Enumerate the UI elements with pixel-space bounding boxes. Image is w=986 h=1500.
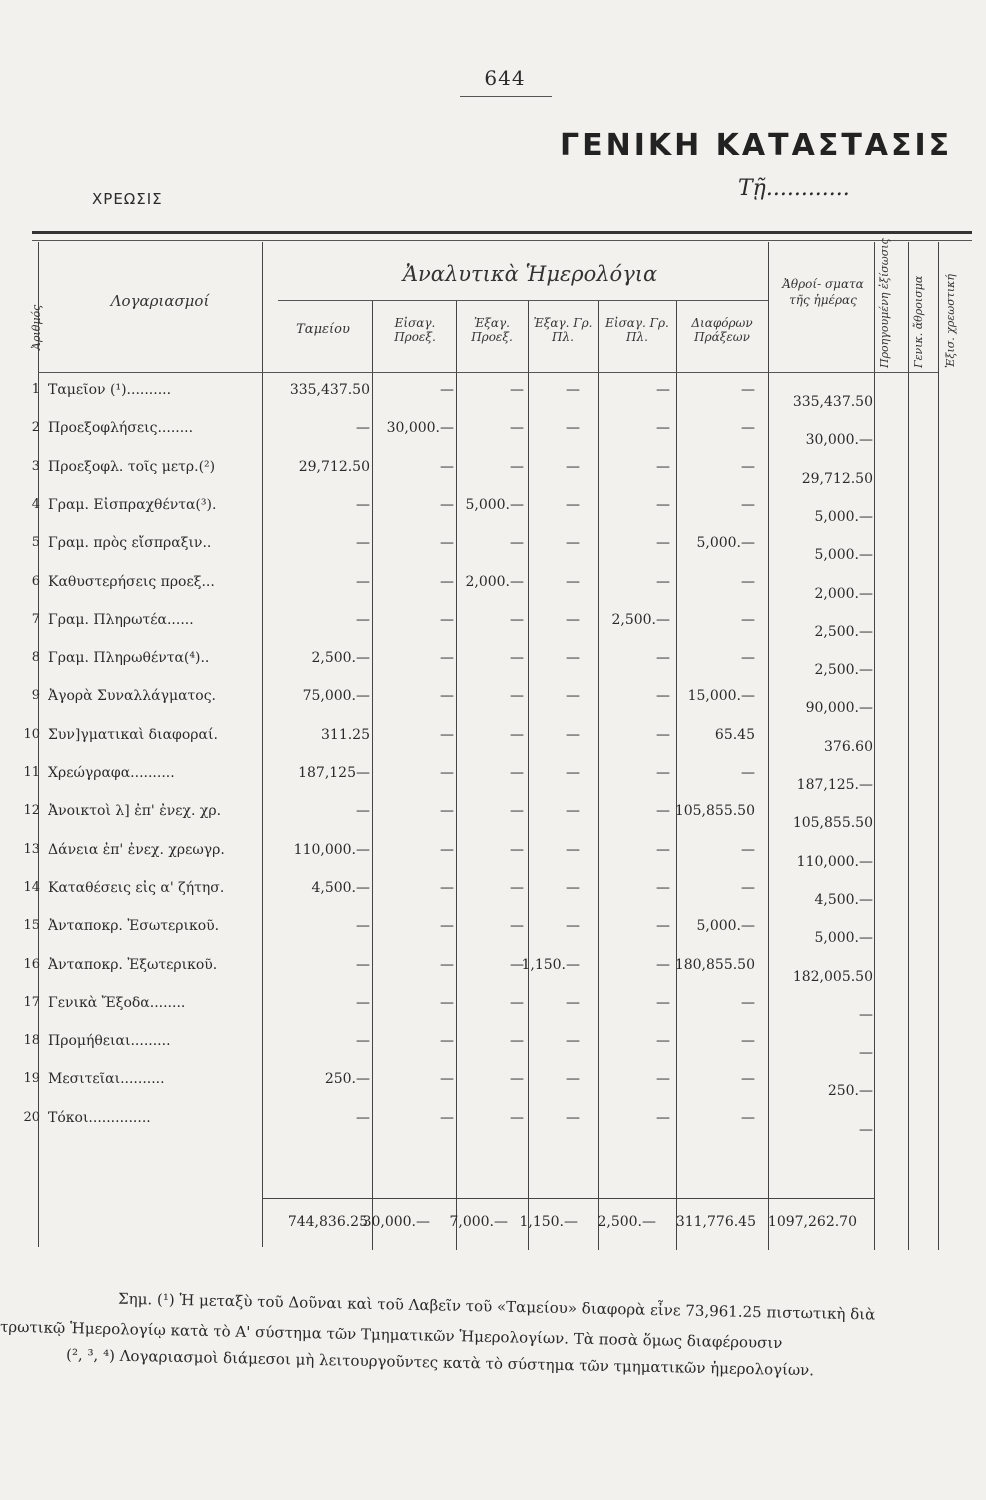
cell-tameiou: —	[356, 994, 370, 1011]
row-number: 18	[23, 1033, 40, 1049]
row-number: 12	[23, 803, 40, 819]
note-line-1: Σημ. (¹) Ἡ μεταξὺ τοῦ Δοῦναι καὶ τοῦ Λαβεῖν τοῦ «Ταμείου» διαφορὰ εἶνε 73,961.25 πιστωτικὴ διὰ	[117, 1289, 876, 1324]
side-label: ΧΡΕΩΣΙΣ	[92, 190, 163, 208]
cell-exag-gr: —	[566, 650, 580, 667]
cell-eisag-gr: —	[656, 956, 670, 973]
cell-diaforon: —	[741, 611, 755, 628]
cell-exag-gr: —	[566, 994, 580, 1011]
page-title: ΓΕΝΙΚΗ ΚΑΤΑΣΤΑΣΙΣ	[560, 128, 953, 163]
cell-athroismata: 2,500.—	[814, 623, 873, 640]
row-account-name: Καταθέσεις εἰς α' ζήτησ.	[48, 879, 225, 896]
cell-eisag-proex: —	[440, 458, 454, 475]
header-tameiou: Ταμείου	[296, 322, 350, 337]
cell-athroismata: 5,000.—	[814, 930, 873, 947]
table-row	[0, 957, 986, 995]
cell-exag-proex: —	[510, 458, 524, 475]
cell-athroismata: 5,000.—	[814, 547, 873, 564]
row-number: 15	[23, 918, 40, 934]
cell-athroismata: 105,855.50	[792, 815, 873, 832]
cell-tameiou: 29,712.50	[298, 458, 370, 475]
cell-athroismata: —	[859, 1121, 873, 1138]
cell-exag-proex: —	[510, 1109, 524, 1126]
row-account-name: Ἀνταποκρ. Ἐσωτερικοῦ.	[48, 918, 220, 935]
cell-tameiou: 250.—	[324, 1071, 370, 1088]
cell-exag-proex: —	[510, 1033, 524, 1050]
table-row	[0, 1071, 986, 1109]
header-exag-proex: Ἐξαγ. Προεξ.	[471, 316, 513, 344]
row-number: 9	[31, 688, 40, 704]
cell-tameiou: —	[356, 956, 370, 973]
row-number: 17	[23, 994, 40, 1010]
cell-exag-proex: —	[510, 803, 524, 820]
cell-exag-gr: 1,150.—	[521, 956, 580, 973]
row-account-name: Προεξοφλήσεις........	[48, 420, 194, 437]
cell-exag-proex: 2,000.—	[465, 573, 524, 590]
cell-athroismata: 182,005.50	[792, 968, 873, 985]
cell-eisag-gr: —	[656, 918, 670, 935]
row-number: 8	[31, 650, 40, 666]
table-row	[0, 803, 986, 841]
row-number: 7	[31, 611, 40, 627]
cell-tameiou: —	[356, 918, 370, 935]
cell-eisag-proex: —	[440, 496, 454, 513]
total-exag-gr: 1,150.—	[519, 1214, 578, 1230]
row-account-name: Ἀνταποκρ. Ἐξωτερικοῦ.	[48, 956, 218, 973]
row-number: 13	[23, 841, 40, 857]
cell-athroismata: 2,000.—	[814, 585, 873, 602]
cell-diaforon: —	[741, 765, 755, 781]
row-number: 2	[31, 420, 40, 436]
cell-eisag-gr: —	[656, 573, 670, 590]
cell-diaforon: 5,000.—	[696, 535, 755, 552]
row-account-name: Ἀγορὰ Συναλλάγματος.	[48, 688, 216, 705]
cell-eisag-gr: —	[656, 496, 670, 513]
cell-eisag-gr: —	[656, 535, 670, 552]
cell-exag-proex: —	[510, 726, 524, 743]
cell-diaforon: 105,855.50	[674, 803, 755, 820]
cell-exag-gr: —	[566, 803, 580, 820]
cell-athroismata: 110,000.—	[796, 853, 873, 870]
cell-tameiou: 187,125—	[298, 765, 370, 781]
cell-exag-proex: —	[510, 956, 524, 973]
header-logariasmoi: Λογαριασμοί	[110, 292, 210, 310]
cell-diaforon: —	[741, 841, 755, 858]
cell-tameiou: 311.25	[321, 726, 370, 743]
cell-diaforon: 5,000.—	[696, 918, 755, 935]
cell-tameiou: 110,000.—	[293, 841, 370, 858]
page-number-rule	[460, 96, 552, 97]
table-row	[0, 497, 986, 535]
table-row	[0, 880, 986, 918]
cell-exag-gr: —	[566, 535, 580, 552]
cell-eisag-proex: —	[440, 535, 454, 552]
cell-eisag-proex: —	[440, 650, 454, 667]
table-row	[0, 1033, 986, 1071]
top-rule	[32, 231, 972, 234]
date-label: Τῇ............	[738, 176, 850, 201]
cell-diaforon: —	[741, 382, 755, 398]
cell-exag-proex: —	[510, 879, 524, 896]
cell-athroismata: 30,000.—	[805, 432, 873, 449]
cell-eisag-gr: —	[656, 382, 670, 398]
cell-exag-proex: —	[510, 765, 524, 781]
cell-eisag-gr: —	[656, 650, 670, 667]
row-account-name: Ταμεῖον (¹)..........	[48, 382, 172, 398]
cell-exag-proex: —	[510, 994, 524, 1011]
cell-athroismata: 2,500.—	[814, 662, 873, 679]
header-analytika: Ἀναλυτικὰ Ἡμερολόγια	[402, 262, 658, 286]
cell-exag-gr: —	[566, 573, 580, 590]
cell-eisag-proex: 30,000.—	[386, 420, 454, 437]
cell-tameiou: —	[356, 1033, 370, 1050]
total-diaforon: 311,776.45	[675, 1214, 756, 1230]
cell-diaforon: —	[741, 879, 755, 896]
table-row	[0, 535, 986, 573]
cell-athroismata: —	[859, 1045, 873, 1062]
table-row	[0, 727, 986, 765]
row-account-name: Καθυστερήσεις προεξ...	[48, 573, 215, 590]
row-account-name: Προμήθειαι.........	[48, 1033, 171, 1050]
cell-eisag-proex: —	[440, 573, 454, 590]
cell-exag-gr: —	[566, 458, 580, 475]
row-account-name: Γραμ. Πληρωτέα......	[48, 611, 194, 628]
cell-eisag-proex: —	[440, 688, 454, 705]
cell-tameiou: —	[356, 1109, 370, 1126]
cell-eisag-gr: —	[656, 765, 670, 781]
table-row	[0, 765, 986, 803]
cell-tameiou: —	[356, 611, 370, 628]
cell-exag-proex: —	[510, 841, 524, 858]
cell-eisag-proex: —	[440, 841, 454, 858]
cell-athroismata: 29,712.50	[801, 470, 873, 487]
cell-eisag-gr: —	[656, 841, 670, 858]
cell-eisag-proex: —	[440, 803, 454, 820]
cell-exag-gr: —	[566, 688, 580, 705]
cell-diaforon: —	[741, 420, 755, 437]
cell-eisag-proex: —	[440, 1109, 454, 1126]
row-number: 6	[31, 573, 40, 589]
row-account-name: Τόκοι..............	[48, 1109, 151, 1126]
cell-eisag-proex: —	[440, 382, 454, 398]
cell-athroismata: 335,437.50	[792, 394, 873, 410]
table-row	[0, 574, 986, 612]
table-row	[0, 995, 986, 1033]
cell-exag-proex: —	[510, 918, 524, 935]
table-row	[0, 612, 986, 650]
note-line-2: τρωτικῷ Ἡμερολογίῳ κατὰ τὸ Α' σύστημα τῶν Τμηματικῶν Ἡμερολογίων. Τὰ ποσὰ ὅμως διαφέρουσιν	[0, 1317, 783, 1353]
cell-athroismata: —	[859, 1006, 873, 1023]
cell-tameiou: —	[356, 535, 370, 552]
row-number: 4	[31, 496, 40, 512]
header-arithmos: Ἀριθμός	[30, 304, 43, 350]
header-diaforon: Διαφόρων Πράξεων	[691, 316, 753, 344]
cell-exag-proex: —	[510, 535, 524, 552]
cell-exag-gr: —	[566, 918, 580, 935]
row-number: 11	[23, 765, 40, 780]
row-number: 19	[23, 1071, 40, 1087]
page-number: 644	[484, 66, 526, 90]
table-row	[0, 459, 986, 497]
cell-exag-gr: —	[566, 879, 580, 896]
cell-eisag-proex: —	[440, 918, 454, 935]
cell-eisag-proex: —	[440, 956, 454, 973]
table-row	[0, 420, 986, 458]
cell-exag-proex: —	[510, 1071, 524, 1088]
total-athroismata: 1097,262.70	[767, 1214, 857, 1230]
row-account-name: Ἀνοικτοὶ λ] ἐπ' ἐνεχ. χρ.	[48, 803, 222, 820]
cell-exag-gr: —	[566, 611, 580, 628]
cell-exag-gr: —	[566, 1033, 580, 1050]
cell-athroismata: 5,000.—	[814, 508, 873, 525]
cell-tameiou: —	[356, 803, 370, 820]
cell-eisag-gr: 2,500.—	[611, 611, 670, 628]
cell-diaforon: —	[741, 1033, 755, 1050]
total-exag-proex: 7,000.—	[449, 1214, 508, 1230]
cell-diaforon: —	[741, 573, 755, 590]
cell-eisag-proex: —	[440, 994, 454, 1011]
cell-eisag-gr: —	[656, 420, 670, 437]
cell-tameiou: 4,500.—	[311, 879, 370, 896]
cell-exag-gr: —	[566, 1071, 580, 1088]
table-row	[0, 650, 986, 688]
cell-exag-proex: 5,000.—	[465, 496, 524, 513]
row-number: 16	[23, 956, 40, 972]
cell-diaforon: 180,855.50	[674, 956, 755, 973]
row-number: 14	[23, 879, 40, 895]
cell-eisag-gr: —	[656, 1071, 670, 1088]
cell-exag-proex: —	[510, 650, 524, 667]
row-account-name: Μεσιτεῖαι..........	[48, 1071, 165, 1088]
cell-tameiou: 2,500.—	[311, 650, 370, 667]
cell-diaforon: —	[741, 1071, 755, 1088]
cell-athroismata: 4,500.—	[814, 891, 873, 908]
cell-diaforon: —	[741, 994, 755, 1011]
table-row	[0, 842, 986, 880]
row-account-name: Δάνεια ἐπ' ἐνεχ. χρεωγρ.	[48, 841, 225, 858]
cell-diaforon: 65.45	[714, 726, 755, 743]
cell-athroismata: 187,125.—	[796, 777, 873, 793]
row-number: 20	[23, 1109, 40, 1125]
row-number: 3	[31, 458, 40, 474]
top-rule-thin	[32, 240, 972, 241]
header-exag-gr: Ἐξαγ. Γρ. Πλ.	[533, 316, 593, 344]
cell-diaforon: —	[741, 458, 755, 475]
cell-diaforon: —	[741, 496, 755, 513]
row-account-name: Γραμ. πρὸς εἴσπραξιν..	[48, 535, 212, 552]
cell-eisag-proex: —	[440, 879, 454, 896]
row-account-name: Γενικὰ Ἔξοδα........	[48, 994, 186, 1011]
cell-tameiou: —	[356, 496, 370, 513]
cell-eisag-gr: —	[656, 1033, 670, 1050]
cell-diaforon: 15,000.—	[687, 688, 755, 705]
header-eisag-proex: Εἰσαγ. Προεξ.	[394, 316, 436, 344]
header-eisag-gr: Εἰσαγ. Γρ. Πλ.	[605, 316, 669, 344]
row-account-name: Προεξοφλ. τοῖς μετρ.(²)	[48, 458, 216, 475]
cell-eisag-gr: —	[656, 879, 670, 896]
cell-exag-gr: —	[566, 1109, 580, 1126]
cell-diaforon: —	[741, 1109, 755, 1126]
cell-diaforon: —	[741, 650, 755, 667]
cell-athroismata: 90,000.—	[805, 700, 873, 717]
cell-exag-gr: —	[566, 496, 580, 513]
total-eisag-proex: 30,000.—	[362, 1214, 430, 1230]
cell-exag-proex: —	[510, 382, 524, 398]
cell-eisag-proex: —	[440, 765, 454, 781]
cell-eisag-gr: —	[656, 688, 670, 705]
cell-exag-gr: —	[566, 420, 580, 437]
cell-exag-gr: —	[566, 841, 580, 858]
cell-eisag-proex: —	[440, 1071, 454, 1088]
cell-tameiou: 75,000.—	[302, 688, 370, 705]
table-row	[0, 688, 986, 726]
table-row	[0, 382, 986, 420]
cell-athroismata: 250.—	[827, 1083, 873, 1100]
cell-eisag-gr: —	[656, 994, 670, 1011]
table-row	[0, 918, 986, 956]
cell-athroismata: 376.60	[824, 738, 873, 755]
cell-exag-gr: —	[566, 765, 580, 781]
row-account-name: Χρεώγραφα..........	[48, 765, 175, 781]
row-account-name: Συν]γματικαὶ διαφοραί.	[48, 726, 218, 743]
cell-exag-gr: —	[566, 382, 580, 398]
cell-tameiou: 335,437.50	[289, 382, 370, 398]
cell-eisag-gr: —	[656, 803, 670, 820]
cell-tameiou: —	[356, 573, 370, 590]
table-row	[0, 1110, 986, 1148]
total-tameiou: 744,836.25	[287, 1214, 368, 1230]
cell-exag-proex: —	[510, 420, 524, 437]
total-eisag-gr: 2,500.—	[597, 1214, 656, 1230]
cell-eisag-gr: —	[656, 458, 670, 475]
cell-eisag-gr: —	[656, 1109, 670, 1126]
cell-exag-proex: —	[510, 688, 524, 705]
row-account-name: Γραμ. Εἰσπραχθέντα(³).	[48, 496, 217, 513]
cell-eisag-proex: —	[440, 726, 454, 743]
header-exis-xreostiki: Ἐξισ. χρεωστική	[944, 274, 957, 368]
cell-tameiou: —	[356, 420, 370, 437]
row-number: 5	[31, 535, 40, 551]
cell-exag-proex: —	[510, 611, 524, 628]
header-prohgoumeni: Προηγουμένη ἐξίσωσις	[878, 238, 891, 368]
subheader-rule	[278, 300, 768, 301]
row-account-name: Γραμ. Πληρωθέντα(⁴)..	[48, 650, 210, 667]
note-line-3: (², ³, ⁴) Λογαριασμοὶ διάμεσοι μὴ λειτουργοῦντες κατὰ τὸ σύστημα τῶν τμηματικῶν ἡμερολογίων.	[65, 1345, 815, 1380]
cell-eisag-proex: —	[440, 611, 454, 628]
row-number: 10	[23, 726, 40, 742]
header-genik-athroisma: Γενικ. ἄθροισμα	[912, 275, 925, 368]
header-athroismata: Ἀθροί- σματα τῆς ἡμέρας	[782, 277, 864, 307]
cell-eisag-proex: —	[440, 1033, 454, 1050]
header-bottom-rule	[38, 372, 938, 373]
cell-exag-gr: —	[566, 726, 580, 743]
cell-eisag-gr: —	[656, 726, 670, 743]
row-number: 1	[31, 382, 40, 397]
